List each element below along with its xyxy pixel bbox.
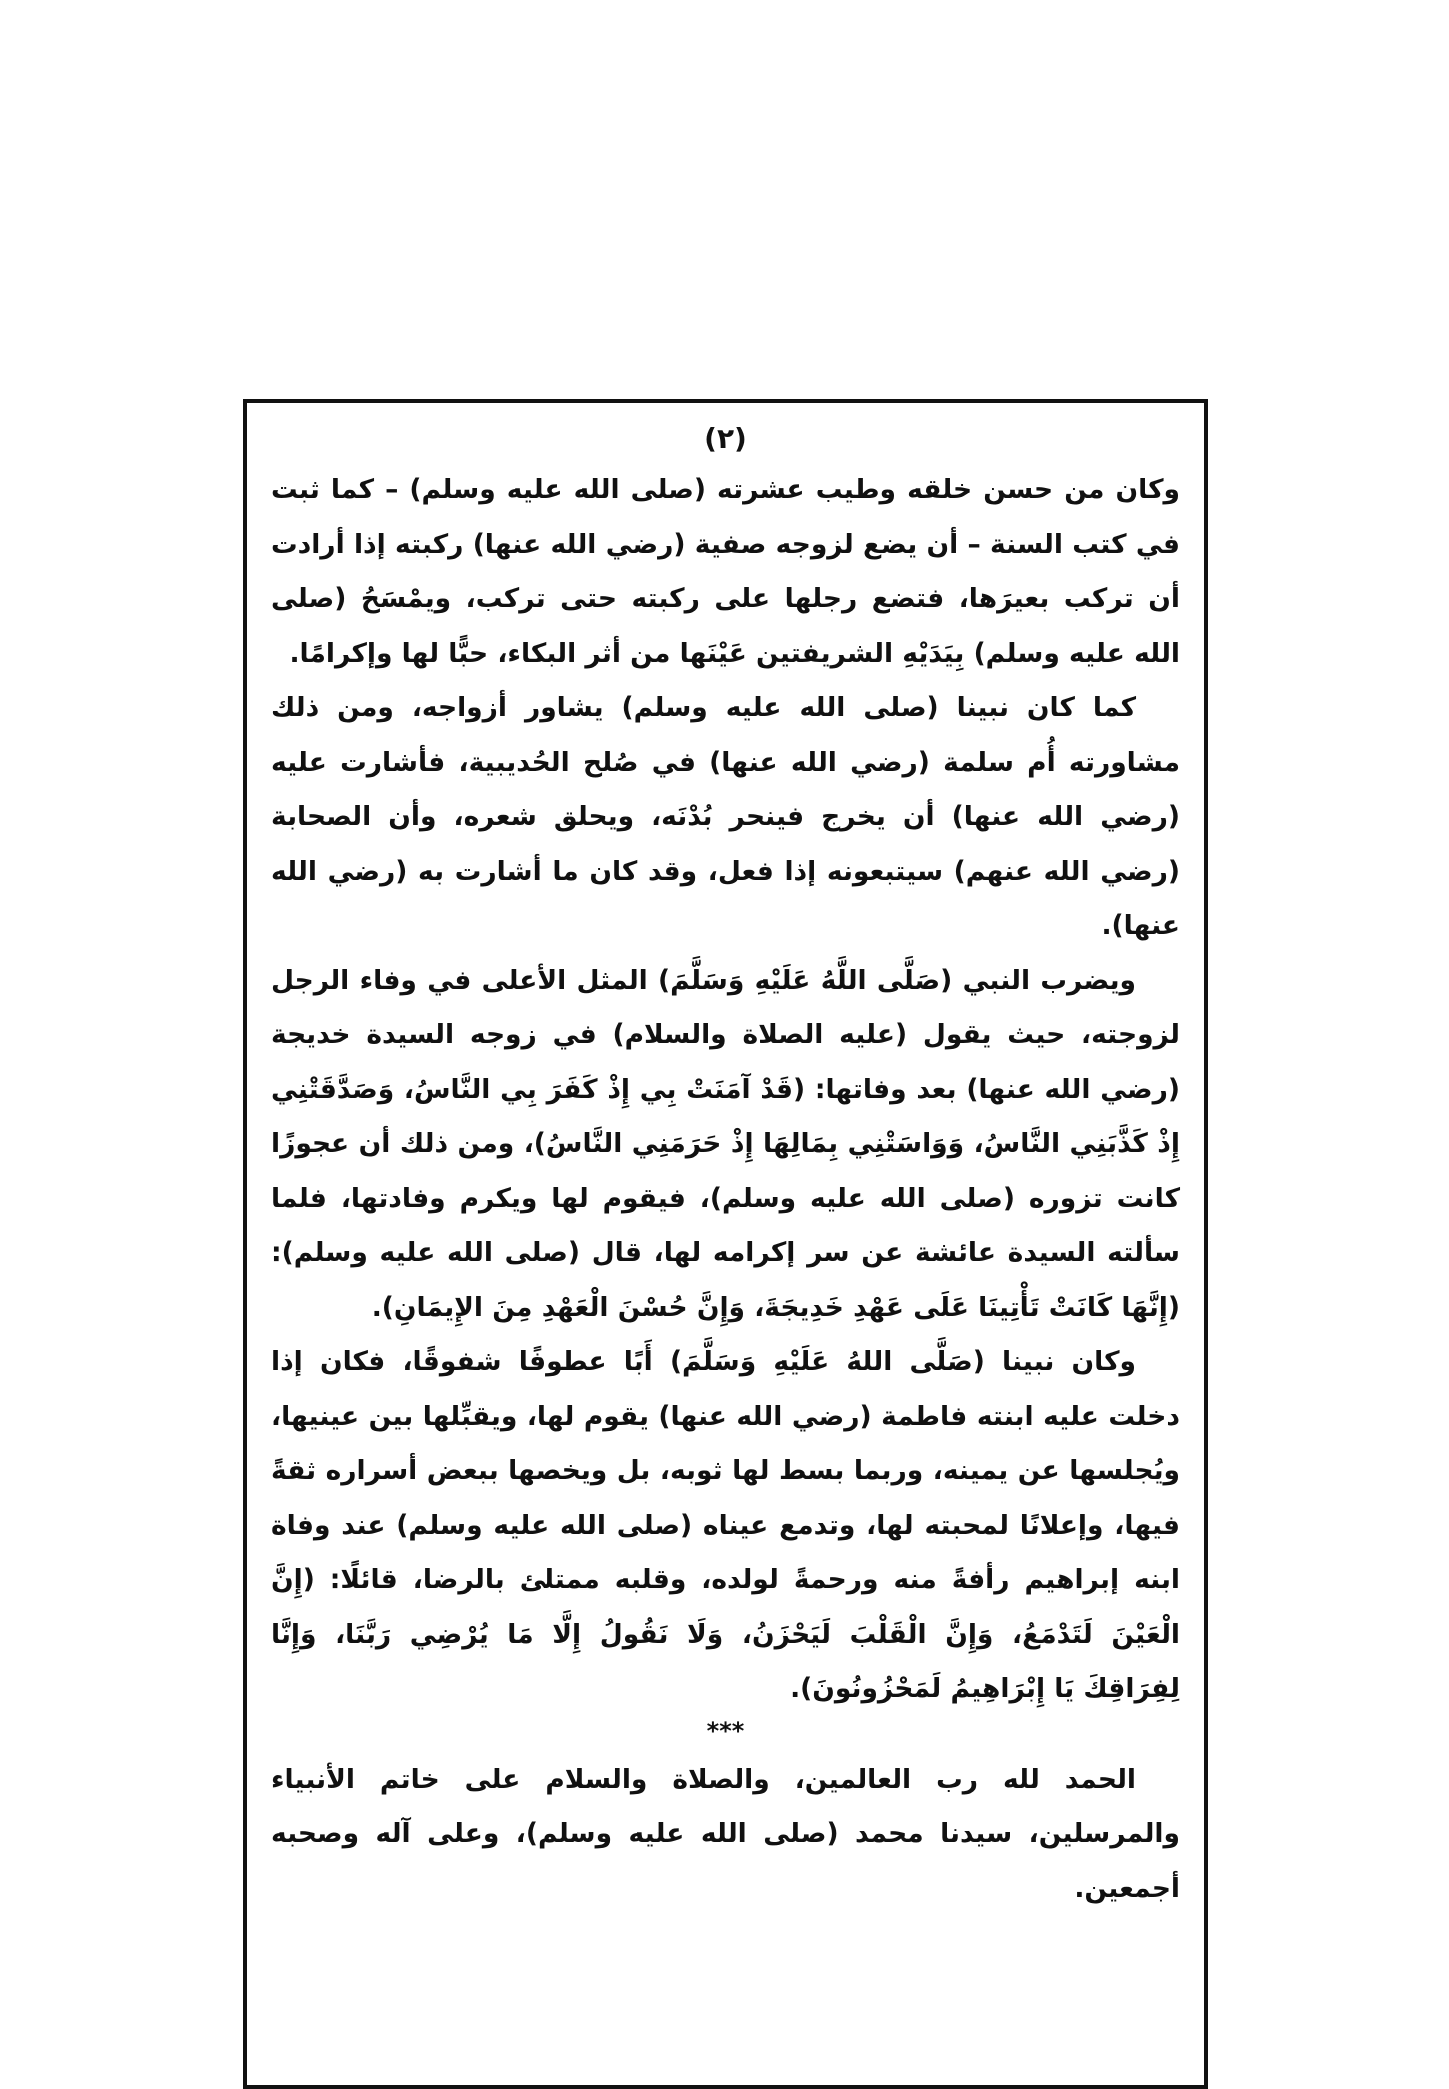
- paragraph-fatima-ibrahim: وكان نبينا (صَلَّى اللهُ عَلَيْهِ وَسَلَّمَ) أَبًا عطوفًا شفوقًا، فكان إذا دخلت عليه ابنته فاطمة (رضي الله عنها) يقوم لها، ويقبِّلها بين عينيها، ويُجلسها عن يمينه، وربما بسط لها ثوبه، بل ويخصها ببعض أسراره ثقةً فيها، وإعلانًا لمحبته لها، وتدمع عيناه (صلى الله عليه وسلم) عند وفاة ابنه إبراهيم رأفةً منه ورحمةً لولده، وقلبه ممتلئ بالرضا، قائلًا: (إِنَّ الْعَيْنَ لَتَدْمَعُ، وَإِنَّ الْقَلْبَ لَيَحْزَنُ، وَلَا نَقُولُ إِلَّا مَا يُرْضِي رَبَّنَا، وَإِنَّا لِفِرَاقِكَ يَا إِبْرَاهِيمُ لَمَحْزُونُونَ).: [271, 1346, 1180, 1704]
- closing-paragraph: الحمد لله رب العالمين، والصلاة والسلام على خاتم الأنبياء والمرسلين، سيدنا محمد (صلى الله عليه وسلم)، وعلى آله وصحبه أجمعين.: [271, 1763, 1180, 1904]
- paragraph-safiyya: وكان من حسن خلقه وطيب عشرته (صلى الله عليه وسلم) – كما ثبت في كتب السنة – أن يضع لزوجه صفية (رضي الله عنها) ركبته إذا أرادت أن تركب بعيرَها، فتضع رجلها على ركبته حتى تركب، ويمْسَحُ (صلى الله عليه وسلم) بِيَدَيْهِ الشريفتين عَيْنَها من أثر البكاء، حبًّا لها وإكرامًا.: [271, 474, 1180, 669]
- paragraph-khadija: ويضرب النبي (صَلَّى اللَّهُ عَلَيْهِ وَسَلَّمَ) المثل الأعلى في وفاء الرجل لزوجته، حيث يقول (عليه الصلاة والسلام) في زوجه السيدة خديجة (رضي الله عنها) بعد وفاتها: (قَدْ آمَنَتْ بِي إِذْ كَفَرَ بِي النَّاسُ، وَصَدَّقَتْنِي إِذْ كَذَّبَنِي النَّاسُ، وَوَاسَتْنِي بِمَالِهَا إِذْ حَرَمَنِي النَّاسُ)، ومن ذلك أن عجوزًا كانت تزوره (صلى الله عليه وسلم)، فيقوم لها ويكرم وفادتها، فلما سألته السيدة عائشة عن سر إكرامه لها، قال (صلى الله عليه وسلم): (إِنَّهَا كَانَتْ تَأْتِينَا عَلَى عَهْدِ خَدِيجَةَ، وَإِنَّ حُسْنَ الْعَهْدِ مِنَ الإِيمَانِ).: [271, 964, 1180, 1323]
- page-number: (٢): [704, 422, 747, 455]
- paragraph-umm-salama: كما كان نبينا (صلى الله عليه وسلم) يشاور أزواجه، ومن ذلك مشاورته أُم سلمة (رضي الله عنها) في صُلح الحُديبية، فأشارت عليه (رضي الله عنها) أن يخرج فينحر بُدْنَه، ويحلق شعره، وأن الصحابة (رضي الله عنهم) سيتبعونه إذا فعل، وقد كان ما أشارت به (رضي الله عنها).: [271, 692, 1180, 941]
- section-separator: ***: [706, 1716, 745, 1745]
- page-frame: [243, 399, 1208, 2089]
